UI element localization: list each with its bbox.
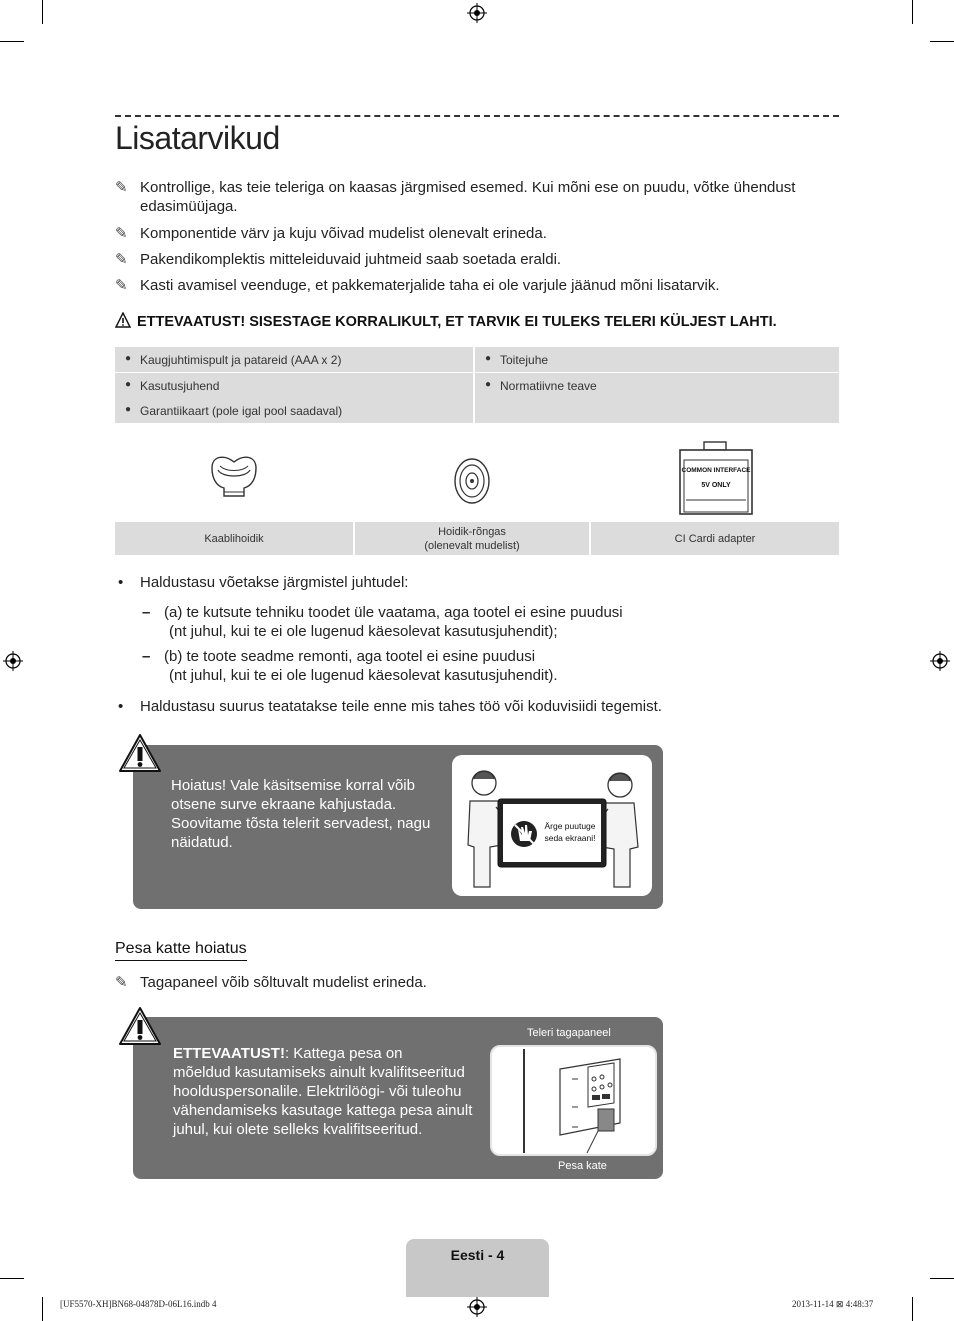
table-cell: ● Toitejuhe [475,347,839,372]
pencil-note-icon: ✎ [115,251,128,268]
crop-mark [912,1297,913,1321]
svg-text:seda ekraani!: seda ekraani! [544,833,596,843]
ci-card-adapter-icon [676,440,756,516]
svg-text:5V ONLY: 5V ONLY [701,482,731,489]
warning-triangle-icon [118,733,162,773]
table-cell: Hoidik-rõngas (olenevalt mudelist) [355,522,589,555]
table-cell: ● Kaugjuhtimispult ja patareid (AAA x 2) [115,347,473,372]
list-item: • Haldustasu võetakse järgmistel juhtudel: [118,574,409,591]
print-timestamp: 2013-11-14 ⊠ 4:48:37 [792,1299,874,1309]
svg-text:COMMON INTERFACE: COMMON INTERFACE [681,467,751,474]
holder-ring-icon [451,455,493,507]
list-item: – (a) te kutsute tehniku toodet üle vaatama, aga tootel ei esine puudusi (nt juhul, kui te ei ole lugenud käesolevat kasutusjuhendit); [142,604,623,640]
table-cell: ● Kasutusjuhend [115,373,473,398]
table-row [115,398,839,423]
crop-mark [42,1297,43,1321]
note-item: ✎ Komponentide värv ja kuju võivad mudelist olenevalt erineda. [115,225,547,242]
print-file-info: [UF5570-XH]BN68-04878D-06L16.indb 4 [60,1299,217,1309]
table-cell: ● Garantiikaart (pole igal pool saadaval) [115,398,473,423]
table-row [115,373,839,398]
note-item: ✎ Tagapaneel võib sõltuvalt mudelist erineda. [115,974,427,991]
accessory-captions [115,522,839,555]
registration-mark-icon [3,651,23,671]
table-cell [475,398,839,423]
table-cell: Kaablihoidik [115,522,353,555]
back-panel-illustration [490,1045,657,1156]
registration-mark-icon [467,1297,487,1317]
illustration-label: Pesa kate [558,1160,607,1172]
registration-mark-icon [930,651,950,671]
warning-triangle-icon [118,1006,162,1046]
note-item: ✎ Kontrollige, kas teie teleriga on kaasas järgmised esemed. Kui mõni ese on puudu, võtke ühendust edasimüüjaga. [115,179,796,215]
title-divider [115,115,839,117]
crop-mark [930,41,954,42]
crop-mark [0,1278,24,1279]
registration-mark-icon [467,3,487,23]
pencil-note-icon: ✎ [115,974,128,991]
pencil-note-icon: ✎ [115,225,128,242]
warning-text: ETTEVAATUST!: Kattega pesa on mõeldud kasutamiseks ainult kvalifitseeritud hoolduspersonalile. Elektrilöögi- või tuleohu vähendamiseks kasutage kattega pesa ainult juhul, kui olete selleks kvalifitseeritud. [173,1045,473,1138]
warning-triangle-icon [115,312,131,328]
warning-text: Hoiatus! Vale käsitsemise korral võib otsene surve ekraane kahjustada. Soovitame tõsta telerit servadest, nagu näidatud. [171,777,431,851]
table-cell: CI Cardi adapter [591,522,839,555]
cable-holder-icon [206,452,262,502]
pencil-note-icon: ✎ [115,179,128,196]
crop-mark [930,1278,954,1279]
tv-back-panel-icon [492,1047,655,1154]
table-row [115,347,839,372]
accessories-table [115,347,839,423]
list-item: • Haldustasu suurus teatatakse teile enne mis tahes töö või koduvisiidi tegemist. [118,698,662,715]
page-title: Lisatarvikud [115,120,280,156]
page-number-tab [406,1239,549,1297]
pencil-note-icon: ✎ [115,277,128,294]
tv-lifting-illustration [452,755,652,896]
list-item: – (b) te toote seadme remonti, aga tootel ei esine puudusi (nt juhul, kui te ei ole lugenud käesolevat kasutusjuhendit). [142,648,558,684]
table-cell: ● Normatiivne teave [475,373,839,398]
page-number: Eesti - 4 [450,1247,505,1263]
note-item: ✎ Pakendikomplektis mitteleiduvaid juhtmeid saab soetada eraldi. [115,251,562,268]
crop-mark [0,41,24,42]
section-title: Pesa katte hoiatus [115,940,247,961]
people-lifting-tv-icon [452,755,652,896]
crop-mark [42,0,43,24]
crop-mark [912,0,913,24]
note-item: ✎ Kasti avamisel veenduge, et pakkematerjalide taha ei ole varjule jäänud mõni lisatarvik. [115,277,720,294]
caution-line: ETTEVAATUST! SISESTAGE KORRALIKULT, ET TARVIK EI TULEKS TELERI KÜLJEST LAHTI. [115,312,777,330]
svg-text:Ärge puutuge: Ärge puutuge [544,821,596,831]
illustration-label: Teleri tagapaneel [527,1027,611,1039]
